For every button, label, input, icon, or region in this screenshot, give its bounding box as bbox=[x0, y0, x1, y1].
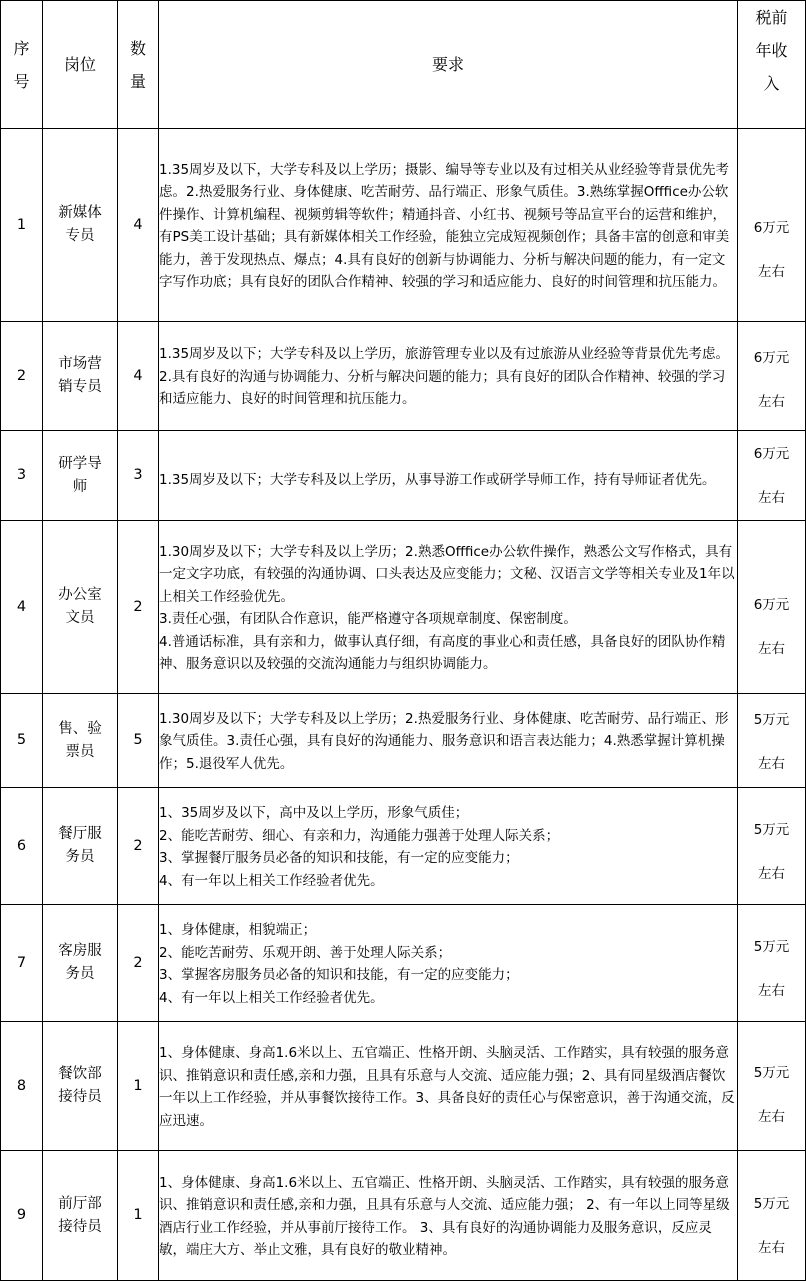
table-row bbox=[1, 521, 806, 694]
row-requirements: 1、身体健康，相貌端正； 2、能吃苦耐劳、乐观开朗、善于处理人际关系； 3、掌握客房服务员必备的知识和技能，有一定的应变能力； 4、有一年以上相关工作经验者优先。 bbox=[159, 905, 738, 1022]
row-income: 6万元 左右 bbox=[738, 521, 806, 694]
row-income: 5万元 左右 bbox=[738, 1151, 806, 1281]
row-seq: 5 bbox=[1, 694, 43, 788]
row-position: 办公室 文员 bbox=[43, 521, 118, 694]
row-count: 1 bbox=[118, 1022, 159, 1151]
row-seq: 7 bbox=[1, 905, 43, 1022]
row-count: 4 bbox=[118, 129, 159, 322]
row-seq: 3 bbox=[1, 431, 43, 521]
row-income: 6万元 左右 bbox=[738, 431, 806, 521]
table-row bbox=[1, 431, 806, 521]
row-position: 餐厅服 务员 bbox=[43, 788, 118, 905]
header-count: 数 量 bbox=[118, 1, 159, 129]
row-position: 售、验 票员 bbox=[43, 694, 118, 788]
header-requirements: 要求 bbox=[159, 1, 738, 129]
row-requirements: 1.30周岁及以下；大学专科及以上学历；2.熟悉Offfice办公软件操作，熟悉公文写作格式，具有一定文字功底，有较强的沟通协调、口头表达及应变能力；文秘、汉语言文学等相关专业及1年以上相关工作经验优先。 3.责任心强，有团队合作意识，能严格遵守各项规章制度、保密制度。 4.普通话标准，具有亲和力，做事认真仔细，有高度的事业心和责任感，具备良好的团队协作精神、服务意识以及较强的交流沟通能力与组织协调能力。 bbox=[159, 521, 738, 694]
table-row bbox=[1, 788, 806, 905]
table-row bbox=[1, 322, 806, 431]
row-income: 5万元 左右 bbox=[738, 1022, 806, 1151]
table-row bbox=[1, 1151, 806, 1281]
row-requirements: 1、35周岁及以下，高中及以上学历，形象气质佳； 2、能吃苦耐劳、细心、有亲和力，沟通能力强善于处理人际关系； 3、掌握餐厅服务员必备的知识和技能，有一定的应变能力； 4、有一年以上相关工作经验者优先。 bbox=[159, 788, 738, 905]
table-row bbox=[1, 905, 806, 1022]
row-seq: 1 bbox=[1, 129, 43, 322]
row-count: 1 bbox=[118, 1151, 159, 1281]
row-position: 餐饮部 接待员 bbox=[43, 1022, 118, 1151]
row-count: 4 bbox=[118, 322, 159, 431]
row-seq: 4 bbox=[1, 521, 43, 694]
row-income: 6万元 左右 bbox=[738, 322, 806, 431]
row-requirements: 1.30周岁及以下；大学专科及以上学历；2.热爱服务行业、身体健康、吃苦耐劳、品行端正、形象气质佳。3.责任心强，具有良好的沟通能力、服务意识和语言表达能力；4.熟悉掌握计算机操作；5.退役军人优先。 bbox=[159, 694, 738, 788]
row-position: 前厅部 接待员 bbox=[43, 1151, 118, 1281]
row-count: 2 bbox=[118, 905, 159, 1022]
row-requirements: 1、身体健康、身高1.6米以上、五官端正、性格开朗、头脑灵活、工作踏实，具有较强的服务意识、推销意识和责任感,亲和力强，且具有乐意与人交流、适应能力强； 2、有一年以上同等星级酒店行业工作经验，并从事前厅接待工作。 3、具有良好的沟通协调能力及服务意识，反应灵敏，端庄大方、举止文雅，具有良好的敬业精神。 bbox=[159, 1151, 738, 1281]
header-income: 税前 年收 入 bbox=[738, 1, 806, 129]
header-seq: 序 号 bbox=[1, 1, 43, 129]
header-position: 岗位 bbox=[43, 1, 118, 129]
row-income: 5万元 左右 bbox=[738, 788, 806, 905]
row-income: 5万元 左右 bbox=[738, 694, 806, 788]
row-position: 新媒体 专员 bbox=[43, 129, 118, 322]
row-position: 客房服 务员 bbox=[43, 905, 118, 1022]
table-row bbox=[1, 694, 806, 788]
row-count: 5 bbox=[118, 694, 159, 788]
row-income: 6万元 左右 bbox=[738, 129, 806, 322]
row-requirements: 1.35周岁及以下，大学专科及以上学历；摄影、编导等专业以及有过相关从业经验等背景优先考虑。2.热爱服务行业、身体健康、吃苦耐劳、品行端正、形象气质佳。3.熟练掌握Offfice办公软件操作、计算机编程、视频剪辑等软件；精通抖音、小红书、视频号等品宣平台的运营和维护，有PS美工设计基础；具有新媒体相关工作经验，能独立完成短视频创作；具备丰富的创意和审美能力，善于发现热点、爆点；4.具有良好的创新与协调能力、分析与解决问题的能力，有一定文字写作功底；具有良好的团队合作精神、较强的学习和适应能力、良好的时间管理和抗压能力。 bbox=[159, 129, 738, 322]
row-requirements: 1.35周岁及以下；大学专科及以上学历，旅游管理专业以及有过旅游从业经验等背景优先考虑。 2.具有良好的沟通与协调能力、分析与解决问题的能力；具有良好的团队合作精神、较强的学习和适应能力、良好的时间管理和抗压能力。 bbox=[159, 322, 738, 431]
row-requirements: 1、身体健康、身高1.6米以上、五官端正、性格开朗、头脑灵活、工作踏实，具有较强的服务意识、推销意识和责任感,亲和力强，且具有乐意与人交流、适应能力强；2、具有同星级酒店餐饮一年以上工作经验，并从事餐饮接待工作。3、具备良好的责任心与保密意识，善于沟通交流，反应迅速。 bbox=[159, 1022, 738, 1151]
row-seq: 9 bbox=[1, 1151, 43, 1281]
row-seq: 6 bbox=[1, 788, 43, 905]
row-count: 3 bbox=[118, 431, 159, 521]
row-count: 2 bbox=[118, 521, 159, 694]
row-position: 市场营 销专员 bbox=[43, 322, 118, 431]
table-row bbox=[1, 1022, 806, 1151]
row-count: 2 bbox=[118, 788, 159, 905]
table-row bbox=[1, 129, 806, 322]
row-requirements: 1.35周岁及以下；大学专科及以上学历，从事导游工作或研学导师工作，持有导师证者优先。 bbox=[159, 431, 738, 521]
table-header-row bbox=[1, 1, 806, 129]
row-position: 研学导 师 bbox=[43, 431, 118, 521]
row-seq: 2 bbox=[1, 322, 43, 431]
row-income: 5万元 左右 bbox=[738, 905, 806, 1022]
row-seq: 8 bbox=[1, 1022, 43, 1151]
